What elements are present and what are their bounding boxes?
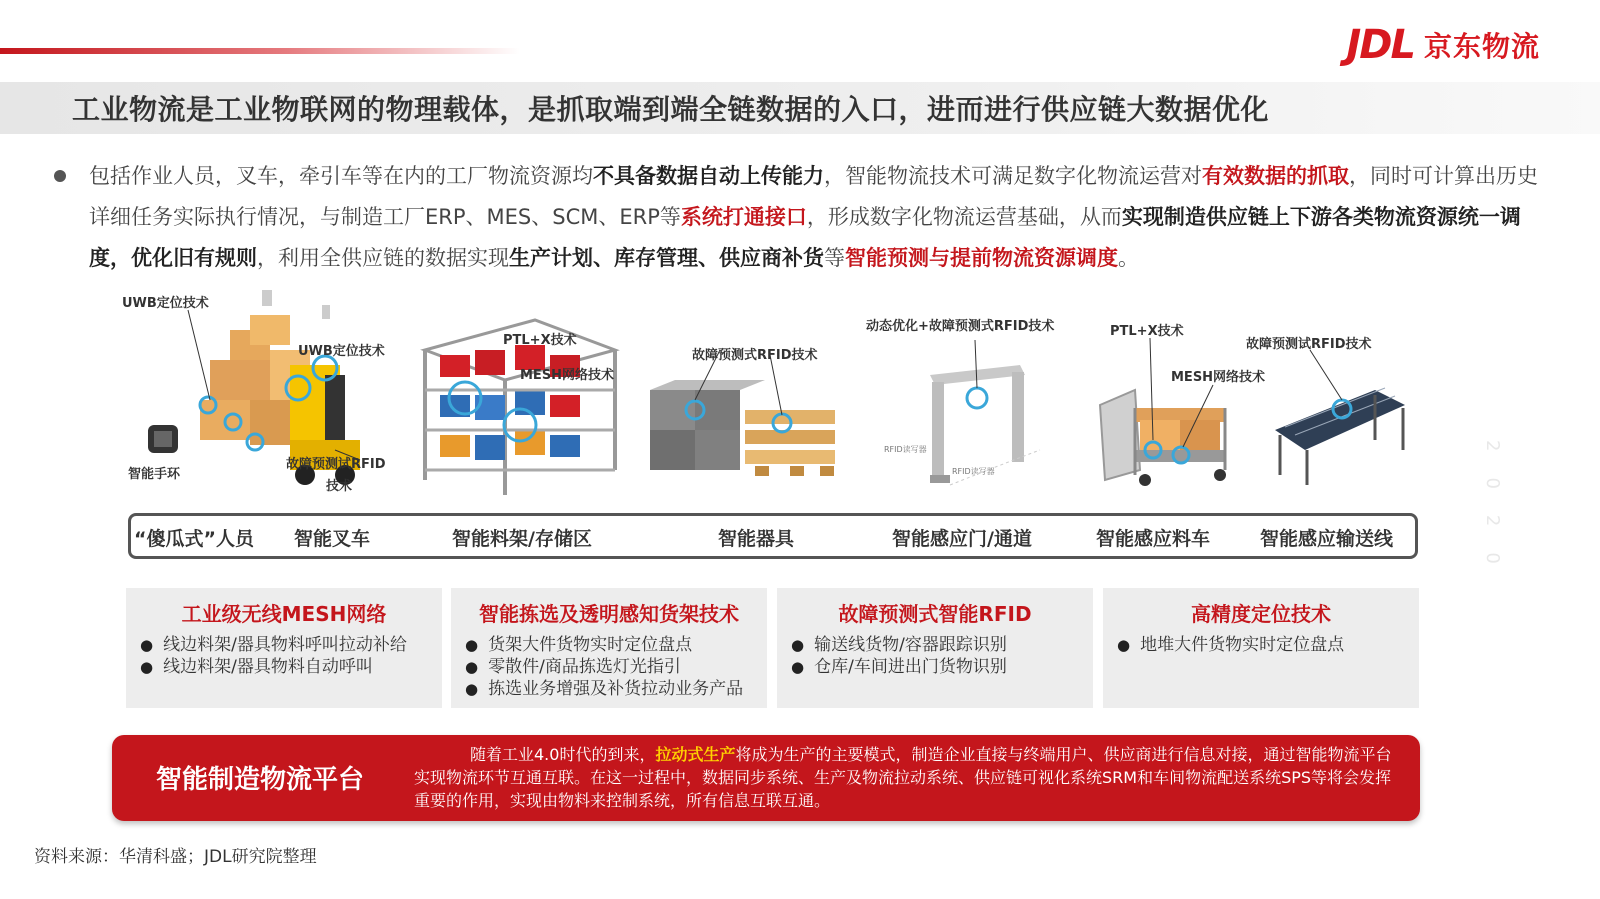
intro-bold: 生产计划、库存管理、供应商补货 xyxy=(509,246,824,270)
conveyor-illustration xyxy=(1265,290,1415,500)
platform-title: 智能制造物流平台 xyxy=(156,765,365,795)
intro-text: ，利用全供应链的数据实现 xyxy=(257,246,509,270)
intro-red: 有效数据的抓取 xyxy=(1202,164,1349,188)
category-item: 智能感应门/通道 xyxy=(892,528,1032,550)
label-rfid-fault-2: 故障预测式RFID技术 xyxy=(692,348,818,363)
source-note: 资料来源：华清科盛；JDL研究院整理 xyxy=(34,847,317,867)
label-dynamic-rfid: 动态优化+故障预测式RFID技术 xyxy=(866,319,1055,334)
feature-box-rfid xyxy=(777,588,1093,708)
feature-title: 故障预测式智能RFID xyxy=(838,602,1032,626)
feature-list xyxy=(140,634,407,678)
platform-text: 将成为生产的主要模式，制造企业直接与终端用户、供应商进行信息对接，通过智能物流平台实现物流环节互通互联。在这一过程中，数据同步系统、生产及物流拉动系统、供应链可视化系统SRM和车间物流配送系统SPS等将会发挥重要的作用，实现由物料来控制系统，所有信息互联互通。 xyxy=(414,745,1392,810)
label-uwb-2: UWB定位技术 xyxy=(298,344,385,359)
intro-bold: 实现制造供应链上下游各类物流资源统一调度，优化旧有规则 xyxy=(89,205,1521,270)
intro-text: ，同时可计算出历史详细任务实际执行情况，与制造工厂ERP、MES、SCM、ERP等 xyxy=(89,164,1538,229)
jdl-logo xyxy=(1346,22,1540,68)
feature-title: 工业级无线MESH网络 xyxy=(181,602,387,626)
intro-text: 等 xyxy=(824,246,845,270)
feature-box-picking xyxy=(451,588,767,708)
platform-banner xyxy=(112,735,1420,821)
logo-mark: JDL xyxy=(1346,22,1414,68)
feature-title: 高精度定位技术 xyxy=(1191,602,1331,626)
intro-text: ，形成数字化物流运营基础，从而 xyxy=(806,205,1122,229)
platform-description xyxy=(414,743,1394,812)
platform-text: 随着工业4.0时代的到来， xyxy=(470,745,656,764)
label-uwb-1: UWB定位技术 xyxy=(122,296,209,311)
label-reader-1: RFID读写器 xyxy=(884,445,927,454)
label-smart-band: 智能手环 xyxy=(128,467,181,482)
logo-text: 京东物流 xyxy=(1423,30,1540,63)
category-item: 智能料架/存储区 xyxy=(452,528,592,550)
intro-text: 包括作业人员，叉车，牵引车等在内的工厂物流资源均 xyxy=(89,164,593,188)
watermark-year: 2020 xyxy=(1482,440,1503,590)
label-ptl-1: PTL+X技术 xyxy=(503,333,577,348)
category-item: 智能感应料车 xyxy=(1096,528,1211,550)
feature-item: ● 仓库/车间进出门货物识别 xyxy=(791,656,1007,678)
label-mesh-2: MESH网络技术 xyxy=(1171,370,1266,385)
header-accent-line xyxy=(0,48,520,54)
platform-highlight: 拉动式生产 xyxy=(655,745,736,764)
label-mesh-1: MESH网络技术 xyxy=(520,368,615,383)
category-item: “傻瓜式”人员 xyxy=(134,528,254,550)
feature-box-positioning xyxy=(1103,588,1419,708)
label-rfid-fault-1: 故障预测试RFID xyxy=(286,457,386,472)
feature-box-mesh xyxy=(126,588,442,708)
feature-list xyxy=(791,634,1007,678)
intro-text: ，智能物流技术可满足数字化物流运营对 xyxy=(824,164,1202,188)
label-reader-2: RFID读写器 xyxy=(952,467,995,476)
feature-item: ● 零散件/商品拣选灯光指引 xyxy=(465,656,743,678)
container-illustration xyxy=(645,290,845,500)
feature-item: ● 线边料架/器具物料呼叫拉动补给 xyxy=(140,634,407,656)
intro-red: 智能预测与提前物流资源调度 xyxy=(845,246,1118,270)
feature-item: ● 地堆大件货物实时定位盘点 xyxy=(1117,634,1344,656)
feature-title: 智能拣选及透明感知货架技术 xyxy=(479,602,739,626)
page-title: 工业物流是工业物联网的物理载体，是抓取端到端全链数据的入口，进而进行供应链大数据优化 xyxy=(72,93,1270,126)
feature-item: ● 拣选业务增强及补货拉动业务产品 xyxy=(465,678,743,700)
feature-list xyxy=(465,634,743,700)
intro-red: 系统打通接口 xyxy=(680,205,807,229)
feature-item: ● 输送线货物/容器跟踪识别 xyxy=(791,634,1007,656)
bullet-icon xyxy=(54,170,66,182)
category-item: 智能器具 xyxy=(718,528,795,550)
label-rfid-fault-3: 故障预测试RFID技术 xyxy=(1246,337,1372,352)
category-item: 智能感应输送线 xyxy=(1260,528,1394,550)
intro-bold: 不具备数据自动上传能力 xyxy=(593,164,824,188)
feature-list xyxy=(1117,634,1344,656)
label-ptl-2: PTL+X技术 xyxy=(1110,324,1184,339)
category-item: 智能叉车 xyxy=(294,528,371,550)
intro-text: 。 xyxy=(1118,246,1139,270)
feature-item: ● 货架大件货物实时定位盘点 xyxy=(465,634,743,656)
intro-paragraph xyxy=(89,156,1539,279)
shelf-illustration xyxy=(415,290,630,500)
feature-item: ● 线边料架/器具物料自动呼叫 xyxy=(140,656,407,678)
label-rfid-fault-1b: 技术 xyxy=(326,479,353,494)
